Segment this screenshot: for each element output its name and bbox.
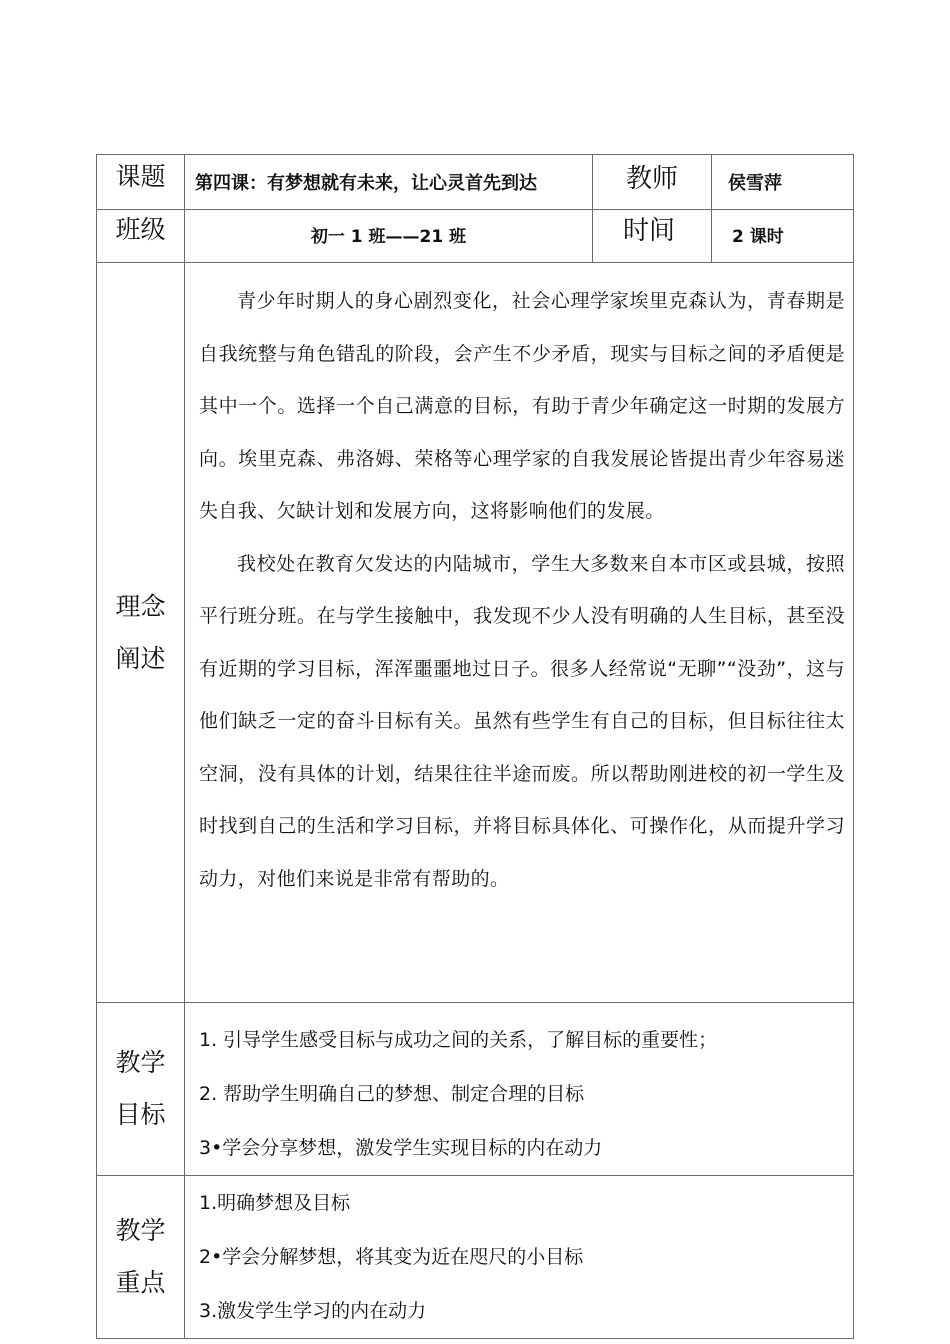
- time-value: 2 课时: [712, 210, 854, 263]
- class-range: 初一 1 班——21 班: [185, 210, 593, 263]
- time-label: 时间: [593, 210, 712, 263]
- key-points-label: [97, 1176, 185, 1339]
- objective-item: 2. 帮助学生明确自己的梦想、制定合理的目标: [199, 1083, 585, 1105]
- key-points-label-line2: 重点: [115, 1268, 166, 1297]
- key-point-item: 3.激发学生学习的内在动力: [199, 1300, 427, 1322]
- objectives-row: [97, 1003, 854, 1176]
- key-points-row: [97, 1176, 854, 1339]
- rationale-row: [97, 263, 854, 1003]
- rationale-paragraph-1: 青少年时期人的身心剧烈变化，社会心理学家埃里克森认为，青春期是自我统整与角色错乱的阶段，会产生不少矛盾，现实与目标之间的矛盾便是其中一个。选择一个自己满意的目标，有助于青少年确定这一时期的发展方向。埃里克森、弗洛姆、荣格等心理学家的自我发展论皆提出青少年容易迷失自我、欠缺计划和发展方向，这将影响他们的发展。: [199, 290, 845, 522]
- rationale-paragraph-2: 我校处在教育欠发达的内陆城市，学生大多数来自本市区或县城，按照平行班分班。在与学生接触中，我发现不少人没有明确的人生目标，甚至没有近期的学习目标，浑浑噩噩地过日子。很多人经常说“无聊”“没劲”，这与他们缺乏一定的奋斗目标有关。虽然有些学生有自己的目标，但目标往往太空洞，没有具体的计划，结果往往半途而废。所以帮助刚进校的初一学生及时找到自己的生活和学习目标，并将目标具体化、可操作化，从而提升学习动力，对他们来说是非常有帮助的。: [199, 552, 845, 890]
- key-point-item: 2•学会分解梦想，将其变为近在咫尺的小目标: [199, 1246, 584, 1268]
- rationale-text: [185, 263, 854, 1003]
- objectives-list: [185, 1003, 854, 1176]
- topic-label: 课题: [97, 155, 185, 210]
- key-points-list: [185, 1176, 854, 1339]
- objectives-label: [97, 1003, 185, 1176]
- lesson-plan-table: [96, 154, 854, 1339]
- class-row: [97, 210, 854, 263]
- teacher-label: 教师: [593, 155, 712, 210]
- objectives-label-line2: 目标: [115, 1100, 166, 1129]
- rationale-label: [97, 263, 185, 1003]
- objective-item: 3•学会分享梦想，激发学生实现目标的内在动力: [199, 1137, 603, 1159]
- key-point-item: 1.明确梦想及目标: [199, 1192, 351, 1214]
- teacher-name: 侯雪萍: [712, 155, 854, 210]
- topic-row: [97, 155, 854, 210]
- lesson-title: 第四课：有梦想就有未来，让心灵首先到达: [185, 155, 593, 210]
- rationale-label-line1: 理念: [115, 591, 166, 621]
- objectives-label-line1: 教学: [115, 1048, 166, 1077]
- key-points-label-line1: 教学: [115, 1216, 166, 1245]
- rationale-label-line2: 阐述: [115, 643, 166, 673]
- objective-item: 1. 引导学生感受目标与成功之间的关系，了解目标的重要性；: [199, 1029, 718, 1051]
- class-label: 班级: [97, 210, 185, 263]
